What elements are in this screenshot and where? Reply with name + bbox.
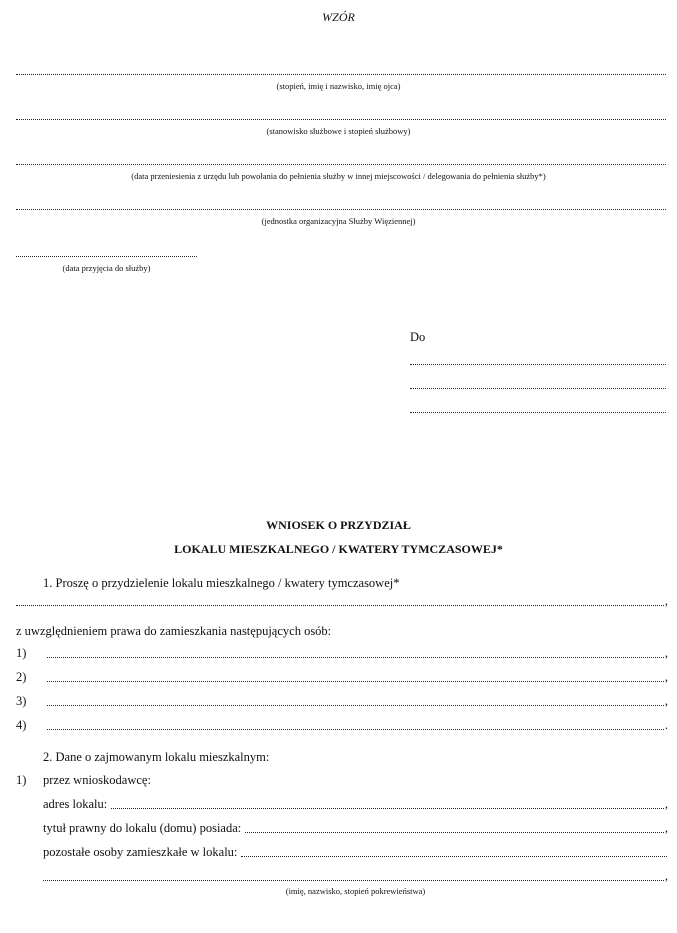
person-line-end-3: , bbox=[664, 694, 668, 708]
person-line-4[interactable] bbox=[47, 729, 664, 730]
other-residents-row[interactable] bbox=[43, 845, 668, 860]
section-1-heading: 1. Proszę o przydzielenie lokalu mieszkalnego / kwatery tymczasowej* bbox=[43, 576, 400, 590]
address-line[interactable] bbox=[111, 808, 664, 809]
person-line-end-1: , bbox=[664, 646, 668, 660]
person-number-1: 1) bbox=[16, 646, 27, 660]
name-field-line[interactable] bbox=[16, 74, 666, 75]
request-line-end: , bbox=[664, 594, 668, 608]
addressee-line-2[interactable] bbox=[410, 388, 666, 389]
person-number-2: 2) bbox=[16, 670, 27, 684]
person-number-4: 4) bbox=[16, 718, 27, 732]
unit-field-line[interactable] bbox=[16, 209, 666, 210]
other-residents-line[interactable] bbox=[241, 856, 667, 857]
addressee-line-1[interactable] bbox=[410, 364, 666, 365]
legal-title-label: tytuł prawny do lokalu (domu) posiada: bbox=[43, 821, 242, 835]
address-row[interactable] bbox=[43, 797, 668, 812]
residents-detail-line-end: , bbox=[664, 869, 668, 883]
document-label: WZÓR bbox=[322, 10, 355, 24]
person-line-2[interactable] bbox=[47, 681, 664, 682]
residents-detail-row[interactable] bbox=[43, 869, 668, 884]
legal-title-line-end: , bbox=[664, 821, 668, 835]
person-number-3: 3) bbox=[16, 694, 27, 708]
addressee-label: Do bbox=[410, 330, 426, 344]
position-field-caption: (stanowisko służbowe i stopień służbowy) bbox=[266, 126, 411, 136]
person-line-end-4: . bbox=[664, 718, 668, 732]
transfer-date-field-caption: (data przeniesienia z urzędu lub powołania do pełnienia służby w innej miejscowości / delegowania do pełnienia służby*) bbox=[131, 171, 546, 181]
person-row-1[interactable] bbox=[16, 646, 668, 661]
person-row-2[interactable] bbox=[16, 670, 668, 685]
request-row[interactable] bbox=[16, 594, 668, 609]
position-field-line[interactable] bbox=[16, 119, 666, 120]
person-line-1[interactable] bbox=[47, 657, 664, 658]
addressee-line-3[interactable] bbox=[410, 412, 666, 413]
applicant-number: 1) bbox=[16, 773, 27, 787]
person-line-end-2: , bbox=[664, 670, 668, 684]
person-line-3[interactable] bbox=[47, 705, 664, 706]
applicant-label: przez wnioskodawcę: bbox=[43, 773, 151, 787]
section-2-heading: 2. Dane o zajmowanym lokalu mieszkalnym: bbox=[43, 750, 270, 764]
residents-detail-line[interactable] bbox=[43, 880, 664, 881]
transfer-date-field-line[interactable] bbox=[16, 164, 666, 165]
residents-detail-caption: (imię, nazwisko, stopień pokrewieństwa) bbox=[285, 886, 426, 896]
legal-title-line[interactable] bbox=[245, 832, 664, 833]
name-field-caption: (stopień, imię i nazwisko, imię ojca) bbox=[276, 81, 401, 91]
other-residents-label: pozostałe osoby zamieszkałe w lokalu: bbox=[43, 845, 238, 859]
service-date-field-line[interactable] bbox=[16, 256, 197, 257]
person-row-3[interactable] bbox=[16, 694, 668, 709]
legal-title-row[interactable] bbox=[43, 821, 668, 836]
form-title-line-1: WNIOSEK O PRZYDZIAŁ bbox=[266, 518, 411, 532]
address-line-end: , bbox=[664, 797, 668, 811]
unit-field-caption: (jednostka organizacyjna Służby Więziennej) bbox=[261, 216, 416, 226]
request-line[interactable] bbox=[16, 605, 664, 606]
service-date-field-caption: (data przyjęcia do służby) bbox=[62, 263, 151, 273]
persons-label: z uwzględnieniem prawa do zamieszkania następujących osób: bbox=[16, 624, 332, 638]
form-title-line-2: LOKALU MIESZKALNEGO / KWATERY TYMCZASOWEJ* bbox=[174, 542, 503, 556]
address-label: adres lokalu: bbox=[43, 797, 108, 811]
person-row-4[interactable] bbox=[16, 718, 668, 733]
